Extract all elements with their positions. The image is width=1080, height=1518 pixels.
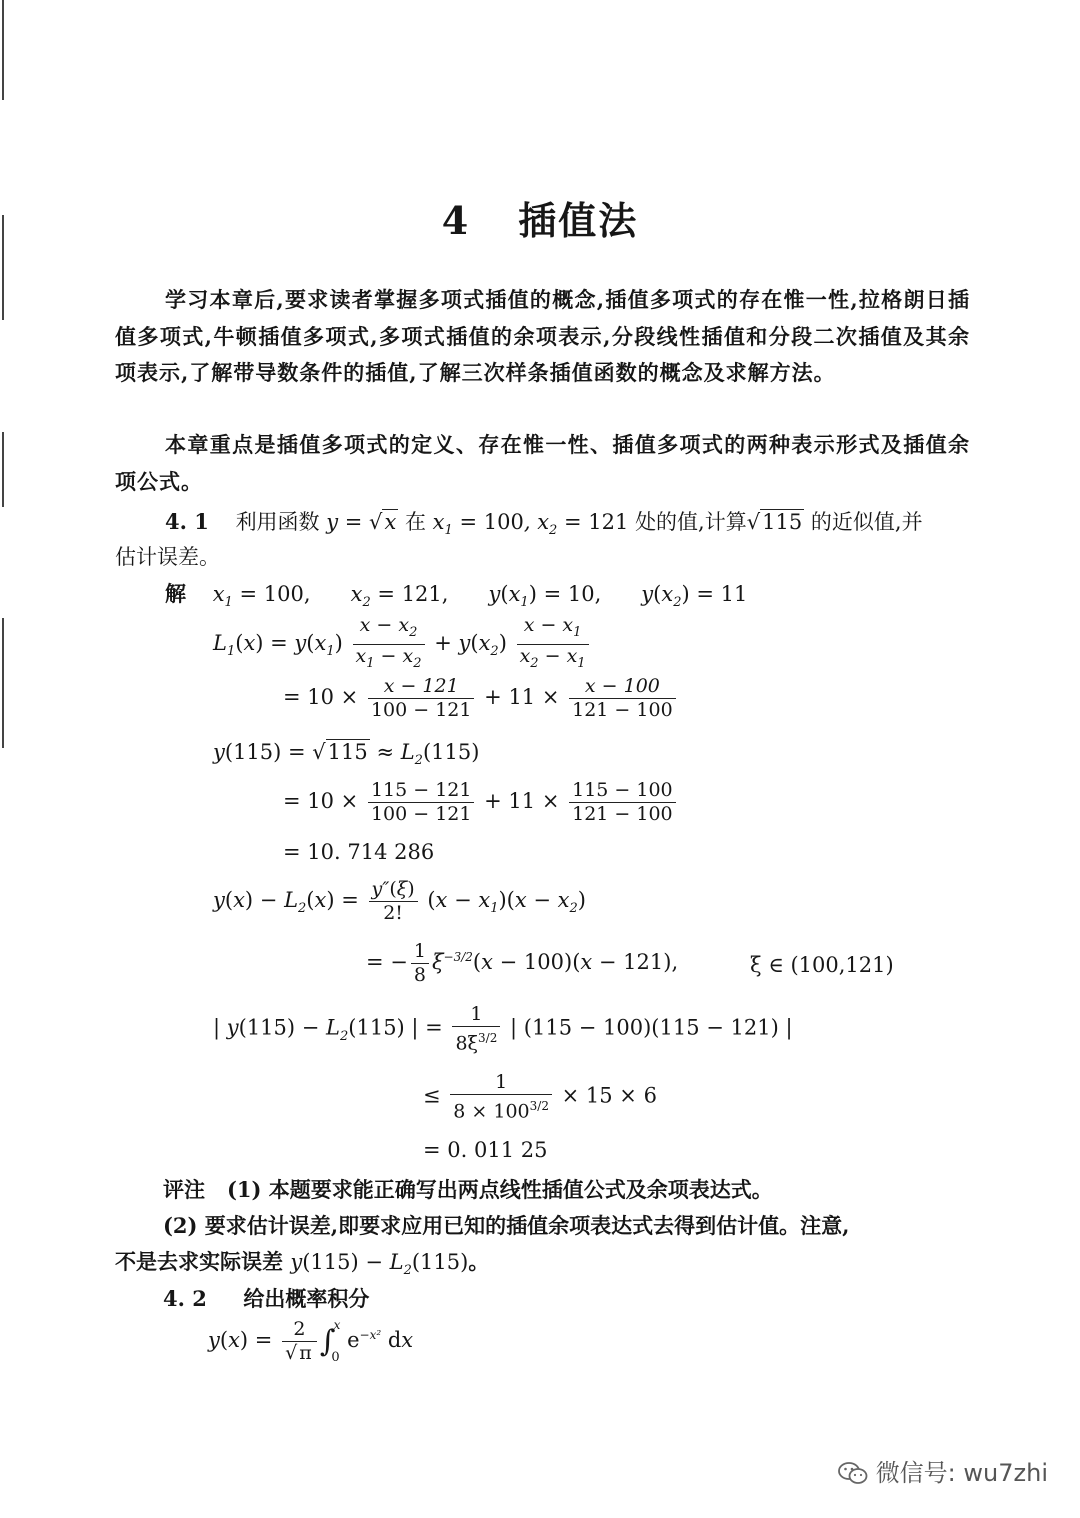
comment-item: 不是去求实际误差	[115, 1249, 283, 1274]
chapter-name: 插值法	[518, 198, 639, 243]
formula-l1-numeric: = 10 × $\frac{x - 121}{100 - 121}$ + 11 × $\frac{x - 100}{121 - 100}$	[283, 675, 679, 722]
comment-label: 评注	[163, 1177, 205, 1202]
chapter-number: 4	[441, 198, 471, 243]
problem-text: 利用函数	[235, 510, 320, 534]
scan-edge-line	[2, 432, 4, 507]
formula: $x_1 = 100$, $x_2 = 121$, $y(x_1) = 10$, $y(x_2) = 11$	[212, 582, 748, 611]
formula-probability-integral: y(x) = $\frac{2}{√ \pi}$ $\int_0^x$ $e^{-x^2}$ dx	[208, 1318, 414, 1365]
wechat-watermark	[838, 1453, 1048, 1488]
problem-text: 估计误差。	[115, 545, 220, 569]
formula: $x_1 = 100$, $x_2 = 121$	[432, 510, 629, 539]
comment-item: (1) 本题要求能正确写出两点线性插值公式及余项表达式。	[226, 1177, 773, 1202]
problem-label: 4. 2	[163, 1286, 207, 1311]
formula-remainder-expanded: = − $\frac{1}{8}$ $\xi^{-3/2}(x - 100)(x - 121)$,	[366, 940, 679, 986]
formula-remainder: $y(x) - L_2(x)$ = $\frac{y''(\xi)}{2!}$ $(x - x_1)(x - x_2)$	[213, 878, 586, 924]
formula: $y(115) - L_2(115)$	[290, 1250, 469, 1279]
problem-4-1-line1	[165, 506, 923, 538]
formula-l1: $L_1(x) = y(x_1)$ $\frac{x - x_2}{x_1 - x_2}$ + $y(x_2)$ $\frac{x - x_1}{x_2 - x_1}$	[213, 614, 592, 675]
formula-y115-numeric: = 10 × $\frac{115 - 121}{100 - 121}$ + 11 × $\frac{115 - 100}{121 - 100}$	[283, 779, 679, 826]
solution-line1	[165, 578, 747, 610]
comment-item: 。	[468, 1249, 490, 1274]
comment-line1	[163, 1174, 773, 1204]
problem-text: 给出概率积分	[243, 1286, 370, 1311]
problem-4-2-line	[163, 1283, 369, 1313]
formula: √115	[746, 510, 803, 534]
chapter-title	[0, 190, 1080, 245]
problem-text: 在	[404, 510, 426, 534]
key-points-paragraph: 本章重点是插值多项式的定义、存在惟一性、插值多项式的两种表示形式及插值余项公式。	[115, 432, 970, 494]
result-value: = 10. 714 286	[283, 840, 435, 864]
problem-text: 处的值,计算	[635, 510, 747, 534]
formula: y = √x	[326, 510, 397, 534]
problem-text: 的近似值,并	[810, 510, 923, 534]
formula-error-bound: | $y(115) - L_2(115)$ | = $\frac{1}{8\xi^{3/2}}$ | (115 − 100)(115 − 121) |	[213, 1003, 793, 1055]
watermark-text: 微信号: wu7zhi	[875, 1459, 1048, 1487]
solution-label: 解	[165, 581, 186, 606]
final-value: = 0. 011 25	[423, 1138, 548, 1162]
comment-line3	[115, 1246, 489, 1278]
formula-y115: $y(115) = √115 \approx L_2(115)$	[213, 740, 480, 769]
comment-item: (2) 要求估计误差,即要求应用已知的插值余项表达式去得到估计值。注意,	[163, 1213, 850, 1238]
formula-error-estimate: ≤ $\frac{1}{8 \times 100^{3/2}}$ × 15 × 6	[423, 1071, 657, 1123]
intro-paragraph: 学习本章后,要求读者掌握多项式插值的概念,插值多项式的存在惟一性,拉格朗日插值多项式,牛顿插值多项式,多项式插值的余项表示,分段线性插值和分段二次插值及其余项表示,了解带导数条件的插值,了解三次样条插值函数的概念及求解方法。	[115, 287, 970, 385]
problem-label: 4. 1	[165, 509, 209, 534]
scan-edge-line	[2, 618, 4, 748]
xi-interval: ξ ∈ (100,121)	[750, 953, 894, 977]
scan-edge-line	[2, 0, 4, 100]
wechat-icon	[838, 1461, 868, 1485]
